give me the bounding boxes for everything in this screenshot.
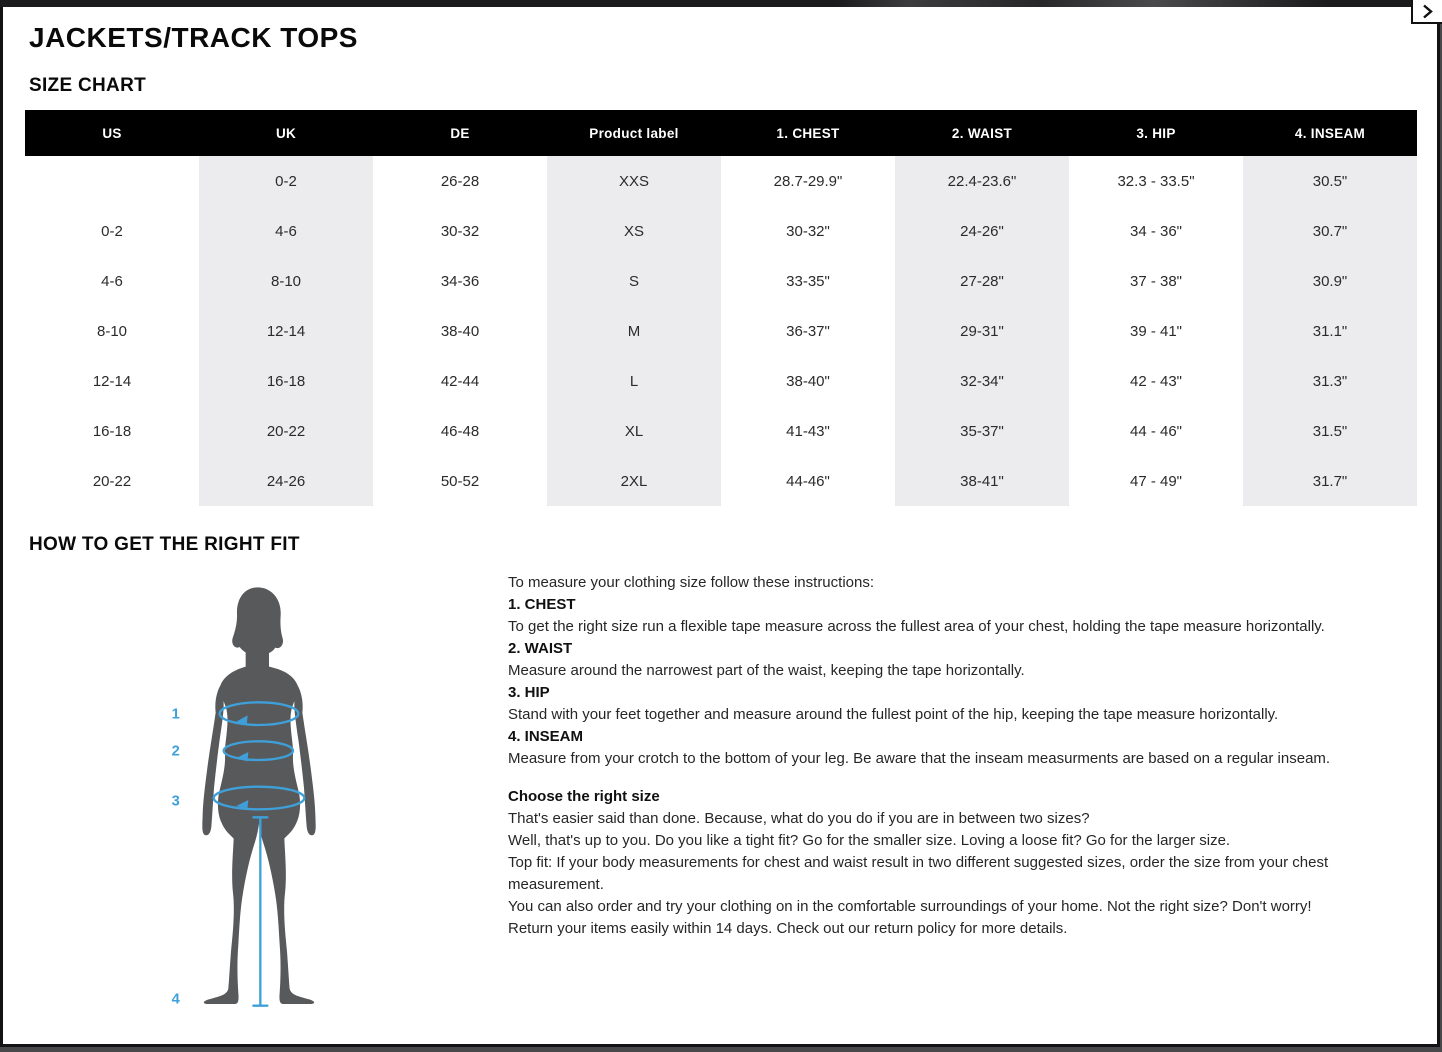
fit-step-label: 1. CHEST	[508, 596, 576, 613]
table-cell: 0-2	[199, 156, 373, 206]
table-cell: 44 - 46"	[1129, 422, 1183, 440]
table-cell: 35-37"	[895, 406, 1069, 456]
table-cell: 38-41"	[895, 456, 1069, 506]
table-cell: 31.1"	[1243, 306, 1417, 356]
table-cell: 41-43"	[786, 422, 830, 440]
table-cell: 34-36	[440, 272, 480, 290]
table-cell: 26-28	[440, 172, 480, 190]
table-cell: 39 - 41"	[1129, 322, 1183, 340]
column-header: US	[25, 110, 199, 156]
choose-size-text	[508, 808, 1398, 940]
table-cell: 44-46"	[786, 472, 830, 490]
table-cell: 32-34"	[895, 356, 1069, 406]
marker-2: 2	[171, 743, 180, 760]
table-cell	[25, 156, 199, 206]
marker-3: 3	[171, 793, 180, 810]
size-chart-heading: SIZE CHART	[29, 75, 146, 96]
column-header: DE	[373, 110, 547, 156]
choose-size-line: Well, that's up to you. Do you like a tight fit? Go for the smaller size. Loving a loose fit? Go for the larger size.	[508, 832, 1231, 849]
head-silhouette	[232, 587, 283, 655]
table-cell: 30.9"	[1243, 256, 1417, 306]
table-header-row	[25, 110, 1417, 156]
table-cell: 30.5"	[1243, 156, 1417, 206]
table-cell: 32.3 - 33.5"	[1117, 172, 1195, 190]
fit-step-label: 4. INSEAM	[508, 728, 584, 745]
table-cell: 36-37"	[786, 322, 830, 340]
fit-guide-section	[3, 556, 1437, 1028]
table-cell: 34 - 36"	[1129, 222, 1183, 240]
table-cell: XXS	[547, 156, 721, 206]
table-row	[25, 306, 1417, 356]
next-arrow-button[interactable]	[1411, 0, 1442, 24]
table-cell: M	[547, 306, 721, 356]
table-cell: XL	[547, 406, 721, 456]
marker-1: 1	[171, 706, 180, 723]
table-cell: 24-26	[199, 456, 373, 506]
column-header: 3. HIP	[1069, 110, 1243, 156]
table-row	[25, 406, 1417, 456]
table-cell: 46-48	[440, 422, 480, 440]
fit-step-label: 3. HIP	[508, 684, 550, 701]
fit-instructions	[508, 572, 1398, 940]
table-cell: 29-31"	[895, 306, 1069, 356]
table-cell: 27-28"	[895, 256, 1069, 306]
choose-size-line: Top fit: If your body measurements for chest and waist result in two different suggested sizes, order the size from your chest measurement.	[508, 854, 1329, 893]
table-cell: 47 - 49"	[1129, 472, 1183, 490]
fit-step-label: 2. WAIST	[508, 640, 573, 657]
table-cell: 16-18	[199, 356, 373, 406]
table-cell: 30.7"	[1243, 206, 1417, 256]
fit-step-text: Stand with your feet together and measure around the fullest point of the hip, keeping the tape measure horizontally.	[508, 706, 1279, 723]
fit-heading: HOW TO GET THE RIGHT FIT	[29, 534, 300, 555]
table-cell: 20-22	[92, 472, 132, 490]
page-title: JACKETS/TRACK TOPS	[29, 22, 358, 53]
table-cell: 38-40	[440, 322, 480, 340]
choose-size-line: That's easier said than done. Because, what do you do if you are in between two sizes?	[508, 810, 1090, 827]
table-row	[25, 456, 1417, 506]
fit-steps	[508, 594, 1398, 770]
table-cell: 4-6	[101, 272, 123, 290]
background-page-strip	[0, 0, 1442, 7]
column-header: Product label	[547, 110, 721, 156]
column-header: 2. WAIST	[895, 110, 1069, 156]
table-cell: 28.7-29.9"	[773, 172, 843, 190]
table-cell: 50-52	[440, 472, 480, 490]
table-cell: 31.3"	[1243, 356, 1417, 406]
table-cell: 12-14	[92, 372, 132, 390]
table-cell: 8-10	[96, 322, 128, 340]
table-cell: XS	[547, 206, 721, 256]
table-cell: S	[547, 256, 721, 306]
fit-step-text: Measure around the narrowest part of the waist, keeping the tape horizontally.	[508, 662, 1025, 679]
table-cell: 12-14	[199, 306, 373, 356]
table-cell: 30-32"	[786, 222, 830, 240]
column-header: UK	[199, 110, 373, 156]
table-cell: 8-10	[199, 256, 373, 306]
choose-size-line: You can also order and try your clothing on in the comfortable surroundings of your home. Not the right size? Don't worry!	[508, 898, 1312, 915]
table-cell: 16-18	[92, 422, 132, 440]
column-header: 1. CHEST	[721, 110, 895, 156]
table-cell: 33-35"	[786, 272, 830, 290]
body-measurement-figure	[153, 568, 383, 1038]
chevron-right-icon	[1422, 4, 1433, 19]
table-cell: 30-32	[440, 222, 480, 240]
size-table	[25, 110, 1417, 506]
marker-4: 4	[171, 991, 180, 1008]
table-row	[25, 356, 1417, 406]
fit-intro: To measure your clothing size follow these instructions:	[508, 574, 875, 591]
table-cell: 22.4-23.6"	[895, 156, 1069, 206]
table-cell: 24-26"	[895, 206, 1069, 256]
table-cell: 42 - 43"	[1129, 372, 1183, 390]
table-cell: 2XL	[547, 456, 721, 506]
table-cell: L	[547, 356, 721, 406]
table-cell: 37 - 38"	[1129, 272, 1183, 290]
table-row	[25, 256, 1417, 306]
table-cell: 38-40"	[786, 372, 830, 390]
female-silhouette-diagram	[153, 568, 383, 1038]
fit-step-text: To get the right size run a flexible tape measure across the fullest area of your chest, holding the tape measure horizontally.	[508, 618, 1325, 635]
size-guide-modal	[0, 7, 1440, 1047]
table-cell: 20-22	[199, 406, 373, 456]
choose-size-heading: Choose the right size	[508, 788, 660, 805]
table-row	[25, 156, 1417, 206]
table-cell: 4-6	[199, 206, 373, 256]
table-cell: 31.5"	[1243, 406, 1417, 456]
table-row	[25, 206, 1417, 256]
column-header: 4. INSEAM	[1243, 110, 1417, 156]
table-cell: 42-44	[440, 372, 480, 390]
choose-size-line: Return your items easily within 14 days. Check out our return policy for more details.	[508, 920, 1068, 937]
table-cell: 31.7"	[1243, 456, 1417, 506]
fit-step-text: Measure from your crotch to the bottom of your leg. Be aware that the inseam measurments are based on a regular inseam.	[508, 750, 1331, 767]
table-cell: 0-2	[101, 222, 123, 240]
